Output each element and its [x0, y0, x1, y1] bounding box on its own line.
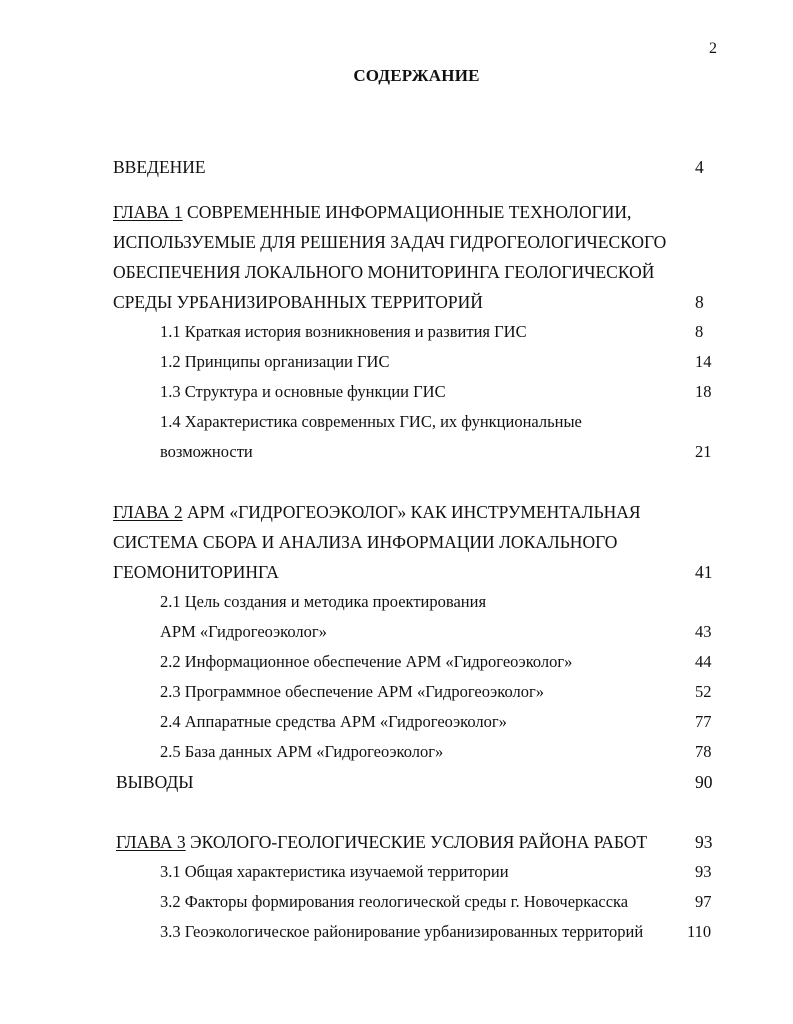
- toc-conclusions-label: ВЫВОДЫ: [116, 772, 194, 792]
- toc-section-2-4: 2.4 Аппаратные средства АРМ «Гидрогеоэколог»: [160, 712, 507, 731]
- toc-chapter-1-line-3: ОБЕСПЕЧЕНИЯ ЛОКАЛЬНОГО МОНИТОРИНГА ГЕОЛОГИЧЕСКОЙ: [113, 262, 655, 282]
- toc-section-2-1: 2.1 Цель создания и методика проектирования: [160, 592, 487, 611]
- toc-chapter-2-title-1: АРМ «ГИДРОГЕОЭКОЛОГ» КАК ИНСТРУМЕНТАЛЬНАЯ: [182, 502, 641, 522]
- toc-chapter-1-line-1: [113, 202, 631, 223]
- toc-chapter-3-prefix: ГЛАВА 3: [116, 832, 186, 852]
- toc-section-3-2-page: 97: [695, 892, 712, 911]
- toc-conclusions-page: 90: [695, 772, 713, 792]
- toc-section-2-2: 2.2 Информационное обеспечение АРМ «Гидрогеоэколог»: [160, 652, 573, 671]
- toc-section-2-5: 2.5 База данных АРМ «Гидрогеоэколог»: [160, 742, 444, 761]
- toc-section-1-2-page: 14: [695, 352, 712, 371]
- toc-section-1-4-cont: возможности: [160, 442, 253, 461]
- toc-chapter-3-line-1: [116, 832, 647, 853]
- toc-chapter-2-prefix: ГЛАВА 2: [113, 502, 183, 522]
- toc-chapter-3-page: 93: [695, 832, 713, 852]
- toc-section-3-2: 3.2 Факторы формирования геологической среды г. Новочеркасска: [160, 892, 629, 911]
- toc-section-1-1-page: 8: [695, 322, 704, 341]
- toc-section-2-3-page: 52: [695, 682, 712, 701]
- toc-section-3-3: 3.3 Геоэкологическое районирование урбанизированных территорий: [160, 922, 644, 941]
- toc-intro-label: ВВЕДЕНИЕ: [113, 157, 206, 177]
- toc-chapter-2-line-3: ГЕОМОНИТОРИНГА: [113, 562, 279, 582]
- toc-chapter-2-page: 41: [695, 562, 713, 582]
- toc-chapter-1-page: 8: [695, 292, 704, 312]
- page-number: 2: [709, 40, 717, 57]
- toc-section-3-3-page: 110: [687, 922, 712, 941]
- toc-intro-page: 4: [695, 157, 704, 177]
- toc-chapter-1-line-2: ИСПОЛЬЗУЕМЫЕ ДЛЯ РЕШЕНИЯ ЗАДАЧ ГИДРОГЕОЛОГИЧЕСКОГО: [113, 232, 667, 252]
- toc-section-2-1-page: 43: [695, 622, 712, 641]
- toc-section-1-4-page: 21: [695, 442, 712, 461]
- toc-section-1-4: 1.4 Характеристика современных ГИС, их функциональные: [160, 412, 582, 431]
- toc-chapter-1-line-4: СРЕДЫ УРБАНИЗИРОВАННЫХ ТЕРРИТОРИЙ: [113, 292, 483, 312]
- toc-section-1-3-page: 18: [695, 382, 712, 401]
- toc-section-2-5-page: 78: [695, 742, 712, 761]
- toc-chapter-2-line-2: СИСТЕМА СБОРА И АНАЛИЗА ИНФОРМАЦИИ ЛОКАЛЬНОГО: [113, 532, 618, 552]
- toc-section-2-4-page: 77: [695, 712, 712, 731]
- toc-section-3-1-page: 93: [695, 862, 712, 881]
- toc-chapter-2-line-1: [113, 502, 641, 523]
- toc-chapter-3-title: ЭКОЛОГО-ГЕОЛОГИЧЕСКИЕ УСЛОВИЯ РАЙОНА РАБОТ: [185, 832, 648, 852]
- toc-section-2-3: 2.3 Программное обеспечение АРМ «Гидрогеоэколог»: [160, 682, 544, 701]
- toc-section-3-1: 3.1 Общая характеристика изучаемой территории: [160, 862, 509, 881]
- toc-chapter-1-title-1: СОВРЕМЕННЫЕ ИНФОРМАЦИОННЫЕ ТЕХНОЛОГИИ,: [182, 202, 632, 222]
- toc-section-1-3: 1.3 Структура и основные функции ГИС: [160, 382, 446, 401]
- toc-section-1-1: 1.1 Краткая история возникновения и развития ГИС: [160, 322, 527, 341]
- page-title: СОДЕРЖАНИЕ: [353, 66, 480, 85]
- toc-section-1-2: 1.2 Принципы организации ГИС: [160, 352, 390, 371]
- toc-chapter-1-prefix: ГЛАВА 1: [113, 202, 183, 222]
- toc-section-2-2-page: 44: [695, 652, 712, 671]
- toc-section-2-1-cont: АРМ «Гидрогеоэколог»: [160, 622, 327, 641]
